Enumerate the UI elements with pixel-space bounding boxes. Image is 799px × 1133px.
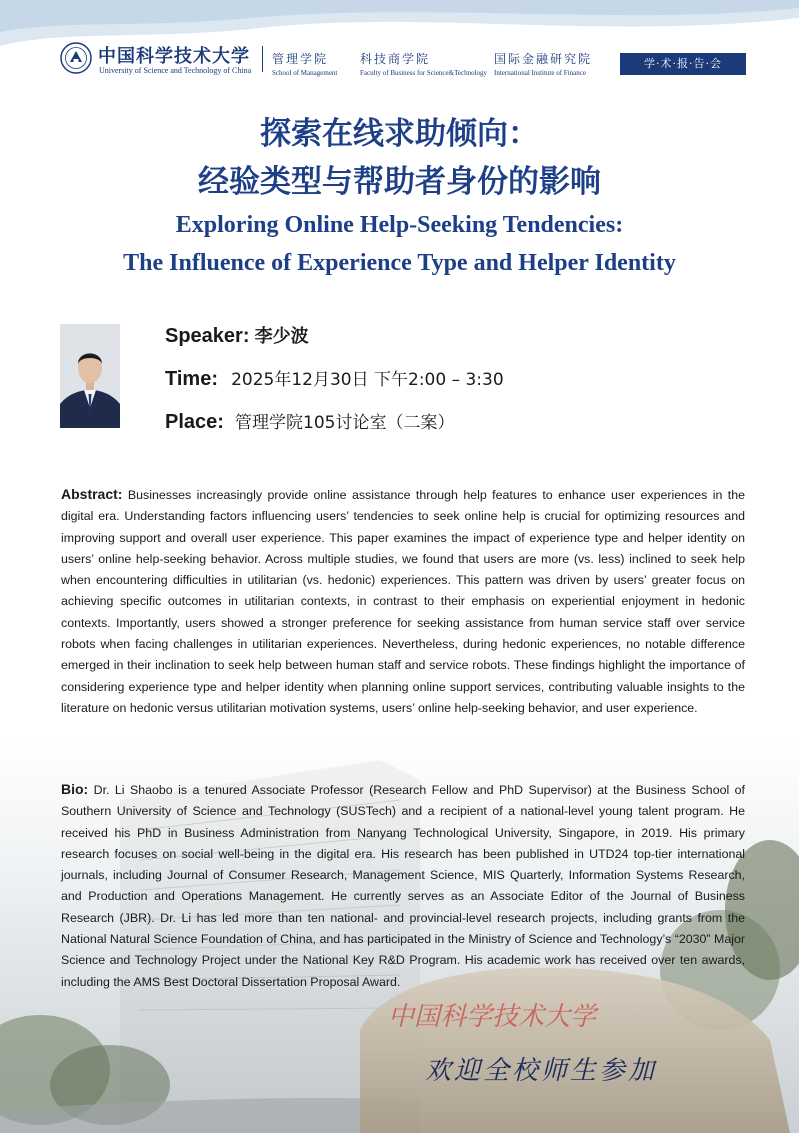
school-name-en: Faculty of Business for Science&Technology	[360, 69, 488, 77]
speaker-photo	[60, 324, 120, 428]
speaker-label: Speaker:	[165, 325, 250, 347]
school-name-cn: 管理学院	[272, 52, 329, 66]
abstract-label: Abstract:	[61, 486, 123, 502]
title-cn-line2: 经验类型与帮助者身份的影响	[198, 164, 601, 200]
place-row	[165, 408, 454, 434]
time-row	[165, 365, 504, 391]
school-name-en: International Institute of Finance	[494, 69, 586, 77]
school-name-en: School of Management	[272, 69, 338, 77]
school-management	[272, 50, 337, 77]
time-value: 2025年12月30日 下午2:00 – 3:30	[231, 370, 504, 390]
university-name-cn: 中国科学技术大学	[98, 46, 250, 67]
ustc-seal-icon	[60, 42, 92, 74]
school-name-cn: 科技商学院	[360, 52, 431, 66]
bio-text: Dr. Li Shaobo is a tenured Associate Professor (Research Fellow and PhD Supervisor) at the Business School of Southern University of Science and Technology (SUSTech) and a recipient of a national-level young talent program. He received his PhD in Business Administration from Nanyang Technological University, Singapore, in 2019. His primary research focuses on social well-being in the digital era. His research has been published in UTD24 top-tier international journals, including Journal of Consumer Research, Management Science, MIS Quarterly, Information Systems Research, and Production and Operations Management. He currently serves as an Associate Editor of the Journal of Business Research (JBR). Dr. Li has led more than ten national- and provincial-level research projects, including grants from the National Natural Science Foundation of China, and has participated in the Ministry of Science and Technology’s “2030” Major Science and Technology Project under the National Key R&D Program. His academic work has received over ten awards, including the AMS Best Doctoral Dissertation Proposal Award.	[61, 783, 745, 989]
title-en-line2: The Influence of Experience Type and Helper Identity	[123, 250, 676, 276]
place-value: 管理学院105讨论室（二案）	[235, 413, 455, 433]
title-en-line1: Exploring Online Help-Seeking Tendencies:	[175, 212, 624, 238]
university-name-en: University of Science and Technology of China	[99, 66, 252, 75]
school-business-sci-tech	[360, 50, 487, 77]
bio-section	[61, 779, 745, 993]
academic-lecture-badge: 学·术·报·告·会	[620, 53, 746, 75]
title-cn-line1: 探索在线求助倾向：	[260, 116, 539, 152]
place-label: Place:	[165, 411, 224, 433]
abstract-section	[61, 484, 745, 719]
welcome-message: 欢迎全校师生参加	[425, 1056, 658, 1086]
school-name-cn: 国际金融研究院	[494, 52, 593, 66]
header-bar	[0, 40, 799, 80]
speaker-row	[165, 322, 309, 348]
bio-label: Bio:	[61, 781, 89, 797]
rock-engraving: 中国科学技术大学	[388, 1002, 597, 1032]
abstract-text: Businesses increasingly provide online assistance through help features to enhance user experiences in the digital era. Understanding factors influencing users’ tendencies to seek online help is crucial for optimizing resources and improving support and overall user experience. This paper examines the impact of experience type and helper identity on users’ online help-seeking behavior. Across multiple studies, we found that users are more (vs. less) inclined to seek help when encountering difficulties in utilitarian (vs. hedonic) experiences. This pattern was driven by users’ greater focus on achieving specific outcomes in utilitarian contexts, in contrast to their emphasis on experiential enjoyment in hedonic contexts. Importantly, users showed a stronger preference for seeking assistance from human service staff over service robots when facing challenges in utilitarian experiences. Nevertheless, during hedonic experiences, no notable difference emerged in their inclination to seek help between human staff and service robots. These findings highlight the importance of considering experience type and helper identity when planning online support services, contributing valuable insights to the literature on hedonic versus utilitarian motivation systems, users’ online help-seeking behavior, and user experience.	[61, 488, 745, 715]
speaker-name: 李少波	[254, 326, 309, 347]
school-finance-institute	[494, 50, 592, 77]
time-label: Time:	[165, 368, 218, 390]
header-divider	[262, 46, 263, 72]
